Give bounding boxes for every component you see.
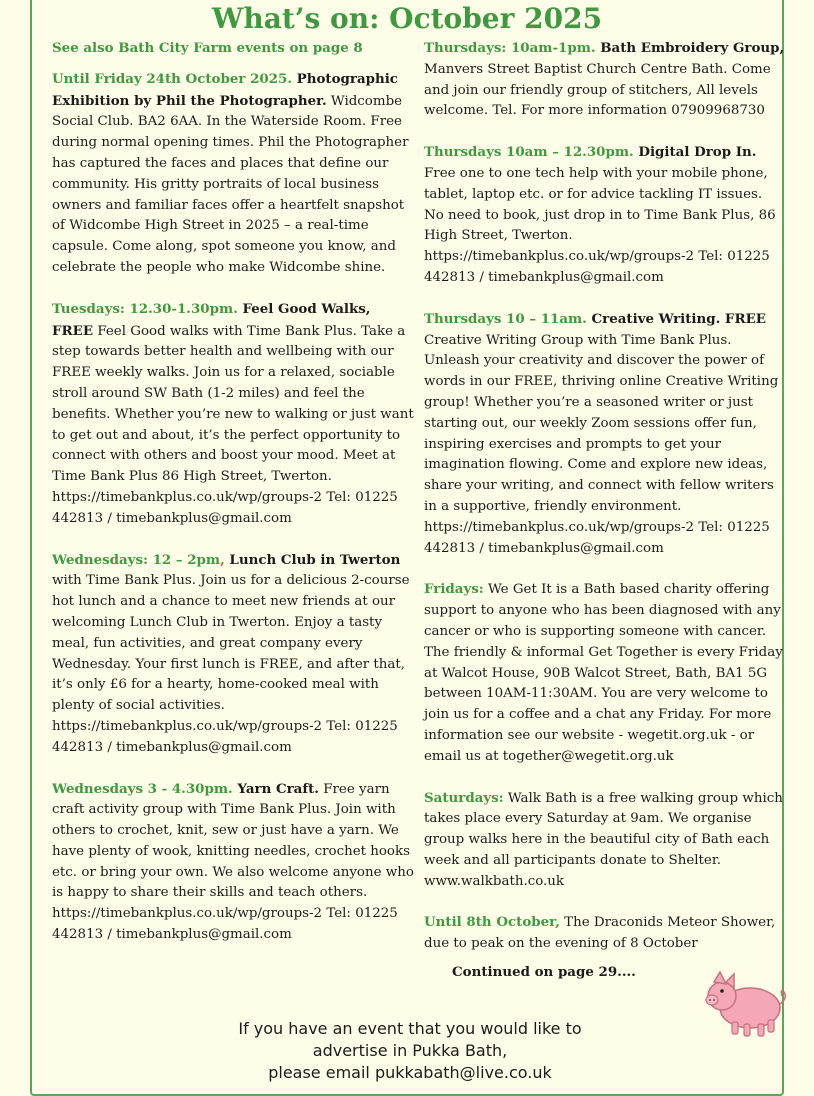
event-when: Wednesdays 3 - 4.30pm. xyxy=(52,780,233,797)
event-title: Creative Writing. FREE xyxy=(586,310,766,327)
event-when: Until Friday 24th October 2025. xyxy=(52,70,293,87)
event-title: Digital Drop In. xyxy=(633,144,757,161)
event-entry xyxy=(424,309,786,560)
event-when: Saturdays: xyxy=(424,789,504,806)
event-entry xyxy=(424,788,786,893)
left-column xyxy=(52,38,414,966)
event-title: Yarn Craft. xyxy=(232,780,319,797)
event-when: Until 8th October, xyxy=(424,914,560,931)
pig-icon xyxy=(700,958,792,1038)
event-details: Free one to one tech help with your mobile phone, tablet, laptop etc. or for advice tackling IT issues. No need to book, just drop in to Time Bank Plus, 86 High Street, Twerton. https://timebankplus.co.uk/wp/groups-2 Tel: 01225 442813 / timebankplus@gmail.com xyxy=(424,165,776,285)
event-details: Manvers Street Baptist Church Centre Bath. Come and join our friendly group of stitchers, All levels welcome. Tel. For more information 07909968730 xyxy=(424,61,771,119)
footer-line-2: advertise in Pukka Bath, xyxy=(312,1041,508,1060)
event-title: Bath Embroidery Group, xyxy=(595,40,785,56)
page-title: What’s on: October 2025 xyxy=(211,2,603,35)
event-entry xyxy=(52,550,414,759)
event-when: Wednesdays: 12 – 2pm, xyxy=(52,551,225,568)
event-details: Walk Bath is a free walking group which takes place every Saturday at 9am. We organise group walks here in the beautiful city of Bath each week and all participants donate to Shelter. www.walkbath.co.uk xyxy=(424,790,783,889)
event-details: with Time Bank Plus. Join us for a delicious 2-course hot lunch and a chance to meet new friends at our welcoming Lunch Club in Twerton. Enjoy a tasty meal, fun activities, and great company every Wednesday. Your first lunch is FREE, and after that, it’s only £6 for a hearty, home-cooked meal with plenty of social activities. https://timebankplus.co.uk/wp/groups-2 Tel: 01225 442813 / timebankplus@gmail.com xyxy=(52,573,410,755)
see-also-note: See also Bath City Farm events on page 8 xyxy=(52,40,363,56)
event-entry xyxy=(52,779,414,946)
event-entry xyxy=(52,69,414,279)
event-title: Feel Good Walks, FREE xyxy=(52,300,371,339)
event-details: Creative Writing Group with Time Bank Plus. Unleash your creativity and discover the power of words in our FREE, thriving online Creative Writing group! Whether you’re a seasoned writer or just starting out, our weekly Zoom sessions offer fun, inspiring exercises and prompts to get your imagination flowing. Come and explore new ideas, share your writing, and connect with fellow writers in a supportive, friendly environment. https://timebankplus.co.uk/wp/groups-2 Tel: 01225 442813 / timebankplus@gmail.com xyxy=(424,332,779,556)
event-title: Photographic Exhibition by Phil the Photographer. xyxy=(52,70,398,109)
event-when: Tuesdays: 12.30-1.30pm. xyxy=(52,300,238,317)
footer-line-3: please email pukkabath@live.co.uk xyxy=(268,1063,552,1082)
event-details: Feel Good walks with Time Bank Plus. Take a step towards better health and wellbeing with our FREE weekly walks. Join us for a relaxed, sociable stroll around SW Bath (1-2 miles) and feel the benefits. Whether you’re new to walking or just want to get out and about, it’s the perfect opportunity to connect with others and boost your mood. Meet at Time Bank Plus 86 High Street, Twerton. https://timebankplus.co.uk/wp/groups-2 Tel: 01225 442813 / timebankplus@gmail.com xyxy=(52,323,414,526)
event-when: Thursdays 10 – 11am. xyxy=(424,310,587,327)
right-column xyxy=(424,38,786,975)
event-when: Fridays: xyxy=(424,581,484,598)
event-entry xyxy=(424,579,786,767)
footer-line-1: If you have an event that you would like to xyxy=(238,1019,582,1038)
event-when: Thursdays 10am – 12.30pm. xyxy=(424,144,634,161)
event-entry xyxy=(424,912,786,955)
event-entry xyxy=(52,299,414,530)
event-when: Thursdays: 10am-1pm. xyxy=(424,40,596,56)
event-details: We Get It is a Bath based charity offering support to anyone who has been diagnosed with any cancer or who is supporting someone with cancer. The friendly & informal Get Together is every Friday at Walcot House, 90B Walcot Street, Bath, BA1 5G between 10AM-11:30AM. You are very welcome to join us for a coffee and a chat any Friday. For more information see our website - wegetit.org.uk - or email us at together@wegetit.org.uk xyxy=(424,582,783,764)
event-entry xyxy=(424,142,786,289)
event-title: Lunch Club in Twerton xyxy=(224,551,401,568)
event-details: Widcombe Social Club. BA2 6AA. In the Waterside Room. Free during normal opening times. Phil the Photographer has captured the faces and places that define our community. His gritty portraits of local business owners and familiar faces offer a heartfelt snapshot of Widcombe High Street in 2025 – a real-time capsule. Come along, spot someone you know, and celebrate the people who make Widcombe shine. xyxy=(52,93,409,275)
event-details: The Draconids Meteor Shower, due to peak on the evening of 8 October xyxy=(424,915,776,952)
continued-note: Continued on page 29.... xyxy=(452,964,636,980)
event-details: Free yarn craft activity group with Time Bank Plus. Join with others to crochet, knit, sew or just have a yarn. We have plenty of wook, knitting needles, crochet hooks etc. or bring your own. We also welcome anyone who is happy to share their skills and teach others. https://timebankplus.co.uk/wp/groups-2 Tel: 01225 442813 / timebankplus@gmail.com xyxy=(52,781,414,943)
footer-notice xyxy=(150,1018,670,1084)
event-entry xyxy=(424,38,786,122)
